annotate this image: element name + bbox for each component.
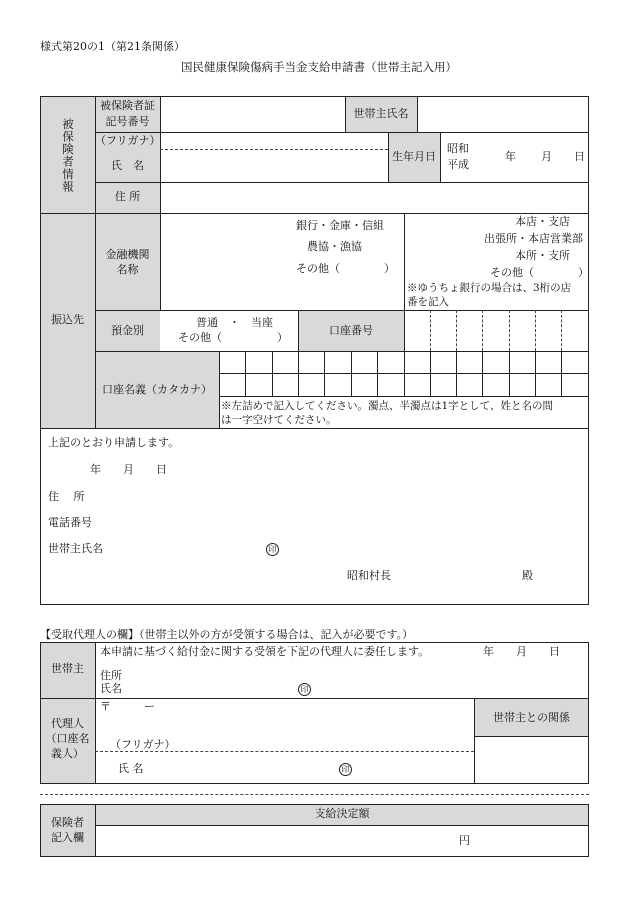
holder-grid-col: [351, 351, 352, 396]
holder-grid-col: [482, 351, 483, 396]
holder-grid-col: [245, 351, 246, 396]
holder-grid-col: [404, 351, 405, 396]
section-line: [40, 428, 589, 429]
account-digit-divider: [535, 310, 536, 351]
account-digit-divider: [561, 310, 562, 351]
furigana-dash: [160, 149, 388, 150]
bank-types-3: その他（ ）: [296, 262, 395, 275]
holder-grid-col: [377, 351, 378, 396]
main-table-left: [40, 96, 41, 605]
account-digit-divider: [430, 310, 431, 351]
birth-year-unit: 年: [505, 150, 516, 163]
agent-label-1: 代理人: [51, 717, 84, 730]
account-digit-divider: [482, 310, 483, 351]
postal-code-label: 〒 ー: [100, 700, 155, 713]
insurer-row-line: [95, 825, 589, 826]
bank-types-1: 銀行・金庫・信組: [296, 219, 384, 232]
era-heisei: 平成: [447, 158, 469, 171]
birth-day-unit: 日: [574, 150, 585, 163]
holder-grid-col: [509, 351, 510, 396]
deposit-option-2: その他（ ）: [178, 331, 288, 344]
holder-note-2: は一字空けてください。: [221, 414, 337, 426]
decision-amount-label: 支給決定額: [314, 807, 370, 820]
main-table-bottom: [40, 604, 589, 605]
account-digit-divider: [456, 310, 457, 351]
agent-name-label: 氏 名: [118, 762, 144, 775]
bank-label-2: 名称: [116, 263, 139, 276]
agent-label-2: （口座名: [45, 732, 90, 745]
yucho-note-1: ※ゆうちょ銀行の場合は、3桁の店: [407, 282, 572, 294]
section-cut-line: [40, 794, 589, 795]
agent-seal: 印: [339, 763, 352, 776]
proxy-table-top: [40, 642, 589, 643]
apply-phone-label: 電話番号: [48, 516, 92, 529]
row-line: [95, 182, 589, 183]
section-line: [40, 213, 589, 214]
holder-grid-col: [456, 351, 457, 396]
proxy-address-label: 住所: [100, 669, 122, 682]
label-column-divider: [160, 96, 161, 310]
account-no-right: [404, 310, 405, 351]
holder-grid-col: [298, 351, 299, 396]
main-table-top: [40, 96, 589, 97]
insurer-label-bg: [40, 804, 95, 856]
insured-name-label: 氏 名: [111, 159, 144, 172]
furigana-label: （フリガナ）: [95, 134, 161, 147]
proxy-row-line: [40, 698, 589, 699]
proxy-name-label: 氏名: [100, 682, 122, 695]
proxy-seal: 印: [298, 683, 311, 696]
bank-types-2: 農協・漁協: [307, 240, 362, 253]
apply-statement: 上記のとおり申請します。: [48, 436, 180, 449]
row-line: [95, 310, 589, 311]
branch-1: 本店・支店: [515, 215, 570, 228]
decision-yen-unit: 円: [459, 834, 470, 847]
insurer-table-top: [40, 804, 589, 805]
holder-grid-row: [219, 396, 589, 397]
proxy-label-divider: [95, 642, 96, 784]
account-number-label: 口座番号: [329, 324, 373, 337]
yucho-note-2: 番を記入: [407, 296, 449, 308]
delegation-text: 本申請に基づく給付金に関する受領を下記の代理人に委任します。: [100, 645, 430, 658]
relation-label: 世帯主との関係: [493, 711, 570, 724]
holder-grid-col: [430, 351, 431, 396]
form-number: 様式第20の1（第21条関係）: [40, 40, 185, 53]
row-line: [95, 132, 589, 133]
delegation-date: 年 月 日: [483, 645, 560, 658]
deposit-option-1: 普通 ・ 当座: [196, 316, 273, 329]
card-no-label-2: 記号番号: [105, 115, 150, 128]
honorific: 殿: [522, 569, 533, 582]
insurer-table-bottom: [40, 856, 589, 857]
agent-furigana-label: （フリガナ）: [110, 738, 176, 751]
proxy-table-bottom: [40, 783, 589, 784]
relation-bottom: [474, 736, 589, 737]
addressee: 昭和村長: [347, 569, 391, 582]
branch-2: 出張所・本店営業部: [484, 232, 583, 245]
birthdate-right: [440, 132, 441, 182]
agent-label-3: 義人）: [51, 747, 84, 760]
row-line: [95, 351, 589, 352]
transfer-section-label: 振込先: [51, 313, 84, 326]
account-holder-label: 口座名義（カタカナ）: [102, 383, 212, 396]
insured-section-label: 被保険者情報: [61, 118, 75, 193]
holder-grid-col: [535, 351, 536, 396]
account-digit-divider: [509, 310, 510, 351]
deposit-label: 預金別: [111, 324, 144, 337]
holder-grid-col: [324, 351, 325, 396]
bank-branch-divider: [404, 213, 405, 310]
form-title: 国民健康保険傷病手当金支給申請書（世帯主記入用）: [181, 60, 457, 74]
birthdate-label: 生年月日: [392, 150, 436, 163]
bank-label-1: 金融機関: [105, 248, 150, 261]
holder-grid-col: [561, 351, 562, 396]
insured-address-label: 住 所: [114, 190, 141, 203]
birth-month-unit: 月: [541, 150, 552, 163]
proxy-householder-label: 世帯主: [51, 662, 84, 675]
holder-grid-left: [219, 351, 220, 428]
era-showa: 昭和: [447, 142, 469, 155]
holder-note-1: ※左詰めで記入してください。濁点、半濁点は1字として、姓と名の間: [221, 400, 553, 412]
apply-householder-label: 世帯主氏名: [48, 542, 103, 555]
insurer-label-2: 記入欄: [51, 831, 84, 844]
householder-right: [417, 96, 418, 132]
householder-name-label: 世帯主氏名: [353, 107, 409, 120]
apply-address-label: 住 所: [48, 490, 85, 503]
proxy-heading: 【受取代理人の欄】（世帯主以外の方が受領する場合は、記入が必要です。）: [40, 628, 414, 641]
card-no-label-1: 被保険者証: [100, 99, 155, 112]
apply-seal: 印: [266, 543, 279, 556]
holder-grid-col: [272, 351, 273, 396]
branch-4: その他（ ）: [490, 266, 589, 279]
branch-3: 本所・支所: [515, 249, 570, 262]
apply-date: 年 月 日: [90, 463, 167, 476]
insurer-label-1: 保険者: [51, 816, 84, 829]
